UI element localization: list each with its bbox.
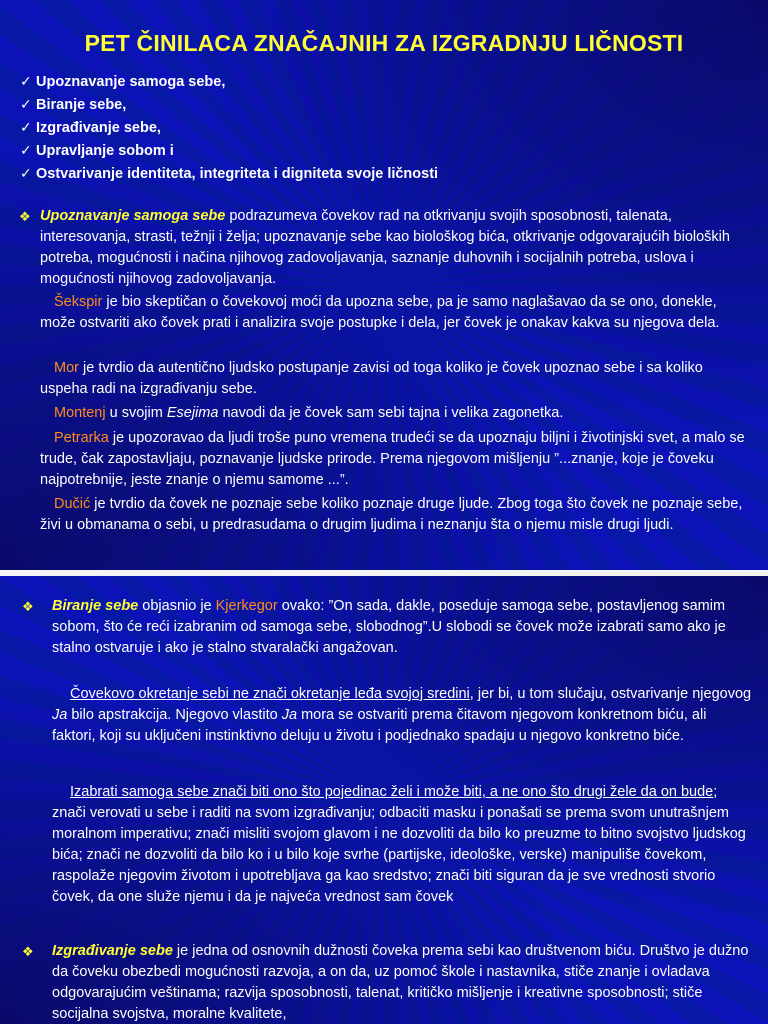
checkmark-icon: ✓ [20, 165, 32, 181]
paragraph-upoznavanje: Upoznavanje samoga sebe podrazumeva čovekov rad na otkrivanju svojih sposobnosti, talenata, interesovanja, strasti, težnji i želja; upoznavanje sebe kao biološkog bića, otkrivanje odgovarajućih bioloških potreba, mogućnosti i načina njihovog zadovoljavanja, saznanje duhovnih i socijalnih potreba, uslova i mogućnosti njihovog zadovoljavanja. [40, 208, 730, 287]
paragraph-ducic: Dučić je tvrdio da čovek ne poznaje sebe koliko poznaje druge ljude. Zbog toga što čovek ne poznaje sebe, živi u obmanama o sebi, u predrasudama o drugim ljudima i neznanju šta o njemu misle drugi ljudi. [40, 496, 743, 533]
checklist-item: ✓ Izgrađivanje sebe, [20, 116, 438, 139]
checklist-item: ✓ Upravljanje sobom i [20, 139, 438, 162]
paragraph-montenj: Montenj u svojim Esejima navodi da je čovek sam sebi tajna i velika zagonetka. [54, 405, 564, 421]
diamond-bullet-icon: ❖ [22, 944, 34, 959]
checkmark-icon: ✓ [20, 142, 32, 158]
checklist-item: ✓ Ostvarivanje identiteta, integriteta i digniteta svoje ličnosti [20, 162, 438, 185]
paragraph-sekspir: Šekspir je bio skeptičan o čovekovoj moći da upozna sebe, pa je samo naglašavao da se ono, donekle, može ostvariti ako čovek prati i analizira svoje postupke i dela, jer čovek je onakav kakva su njegova dela. [40, 294, 720, 331]
checkmark-icon: ✓ [20, 96, 32, 112]
diamond-bullet-icon: ❖ [19, 209, 31, 224]
paragraph-petrarka: Petrarka je upozoravao da ljudi troše puno vremena trudeći se da upoznaju biljni i životinjski svet, a malo se trude, čak zapostavljaju, poznavanje ljudske prirode. Prema njegovom mišljenju ”...znanje, koje je čoveku najpotrebnije, jeste znanje o njemu samome ...”. [40, 430, 745, 488]
paragraph-mor: Mor je tvrdio da autentično ljudsko postupanje zavisi od toga koliko je čovek upoznao sebe i sa koliko uspeha radi na izgrađivanju sebe. [40, 360, 703, 397]
paragraph-izgradjivanje: Izgrađivanje sebe je jedna od osnovnih dužnosti čoveka prema sebi kao društvenom biću. Društvo je dužno da čoveku obezbedi mogućnosti razvoja, a on da, uz pomoć škole i nastavnika, stiče znanje i ovladava odgovarajućim veštinama; razvija sposobnosti, talenat, kritičko mišljenje i kreativne sposobnosti; stiče socijalna svojstva, moralne kvalitete, [52, 943, 749, 1022]
slide-2 [0, 576, 768, 1024]
paragraph-izabrati: Izabrati samoga sebe znači biti ono što pojedinac želi i može biti, a ne ono što drugi žele da on bude; znači verovati u sebe i raditi na svom izgrađivanju; odbaciti masku i ponašati se prema svom unutrašnjem moralnom imperativu; znači misliti svojom glavom i ne dozvoliti da bilo ko preuzme to bitno svojstvo ljudskog bića; znači ne dozvoliti da bilo ko i u bilo koje svrhe (partijske, ideološke, verske) manipuliše čovekom, raspolaže njegovim životom i upotrebljava ga kao sredstvo; znači biti siguran da je sve vrednosti stvorio čovek, da one služe njemu i da je najveća vrednost sam čovek [52, 784, 746, 905]
diamond-bullet-icon: ❖ [22, 599, 34, 614]
checklist-item: ✓ Biranje sebe, [20, 93, 438, 116]
checklist-item: ✓ Upoznavanje samoga sebe, [20, 70, 438, 93]
checklist [20, 70, 438, 185]
paragraph-biranje: Biranje sebe objasnio je Kjerkegor ovako: ”On sada, dakle, poseduje samoga sebe, postavljenog samim sobom, što će reći izabranim od samoga sebe, slobodnog”.U slobodi se čovek može izabrati samo ako je stalno ostvaruje i ako je stalno stvaralački angažovan. [52, 598, 726, 656]
paragraph-okretanje: Čovekovo okretanje sebi ne znači okretanje leđa svojoj sredini, jer bi, u tom slučaju, ostvarivanje njegovog Ja bilo apstrakcija. Njegovo vlastito Ja mora se ostvariti prema čitavom njegovom konkretnom biću, ali faktori, koji su uključeni instinktivno deluju u životu i podjednako spadaju u njegovo konkretno biće. [52, 686, 752, 744]
slide-title: PET ČINILACA ZNAČAJNIH ZA IZGRADNJU LIČNOSTI [84, 30, 684, 56]
checkmark-icon: ✓ [20, 73, 32, 89]
checkmark-icon: ✓ [20, 119, 32, 135]
